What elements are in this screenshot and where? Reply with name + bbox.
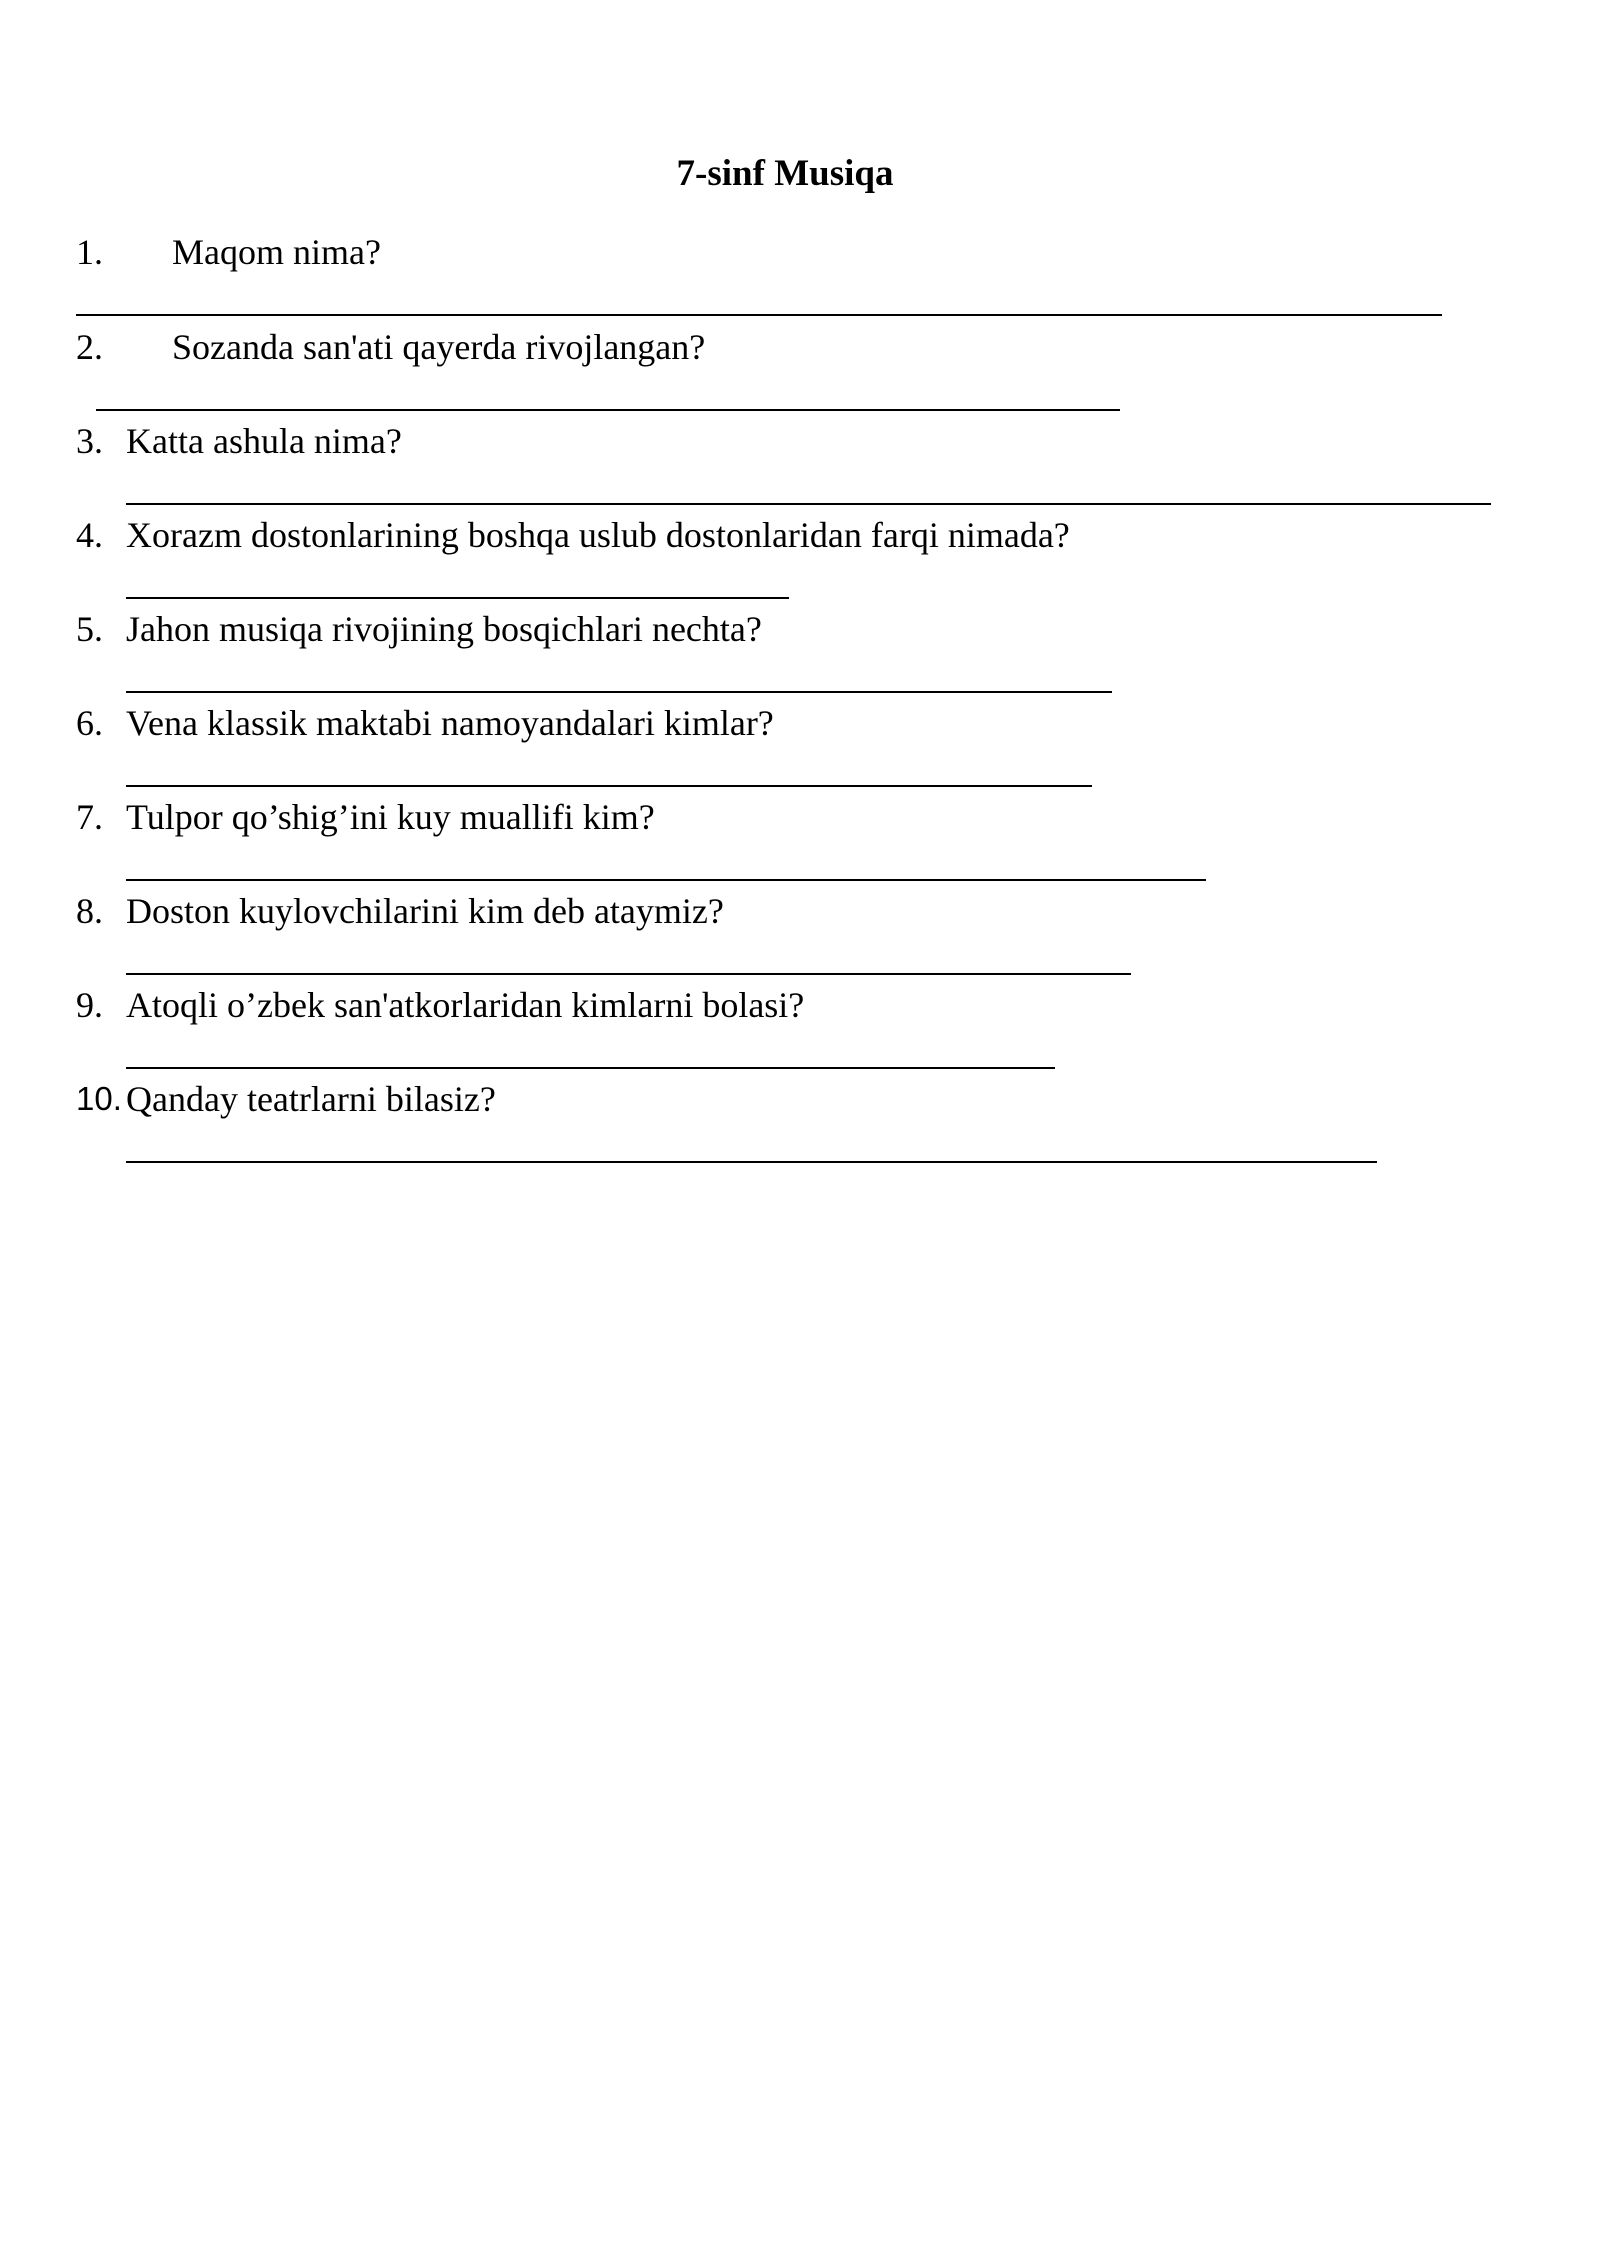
question-number: 7. (76, 797, 103, 837)
answer-line-1[interactable] (76, 314, 1442, 316)
question-text: Sozanda san'ati qayerda rivojlangan? (172, 327, 706, 367)
question-text: Katta ashula nima? (126, 421, 402, 461)
question-text: Maqom nima? (172, 232, 381, 272)
question-text: Jahon musiqa rivojining bosqichlari nechta? (126, 609, 762, 649)
answer-line-7[interactable] (126, 879, 1206, 881)
answer-line-6[interactable] (126, 785, 1092, 787)
answer-line-3[interactable] (126, 503, 1491, 505)
question-text: Doston kuylovchilarini kim deb ataymiz? (126, 891, 724, 931)
answer-line-8[interactable] (126, 973, 1131, 975)
question-number: 4. (76, 515, 103, 555)
question-text: Xorazm dostonlarining boshqa uslub dostonlaridan farqi nimada? (126, 515, 1070, 555)
question-number: 10. (76, 1080, 122, 1117)
answer-line-2[interactable] (96, 409, 1120, 411)
answer-line-9[interactable] (126, 1067, 1055, 1069)
question-number: 1. (76, 232, 103, 272)
question-text: Qanday teatrlarni bilasiz? (126, 1079, 496, 1119)
answer-line-10[interactable] (126, 1161, 1377, 1163)
page-title: 7-sinf Musiqa (676, 153, 894, 194)
question-text: Vena klassik maktabi namoyandalari kimlar? (126, 703, 774, 743)
question-number: 9. (76, 985, 103, 1025)
question-number: 5. (76, 609, 103, 649)
answer-line-5[interactable] (126, 691, 1112, 693)
question-number: 8. (76, 891, 103, 931)
answer-line-4[interactable] (126, 597, 789, 599)
question-text: Tulpor qo’shig’ini kuy muallifi kim? (126, 797, 655, 837)
question-number: 3. (76, 421, 103, 461)
question-number: 2. (76, 327, 103, 367)
question-number: 6. (76, 703, 103, 743)
question-text: Atoqli o’zbek san'atkorlaridan kimlarni bolasi? (126, 985, 805, 1025)
